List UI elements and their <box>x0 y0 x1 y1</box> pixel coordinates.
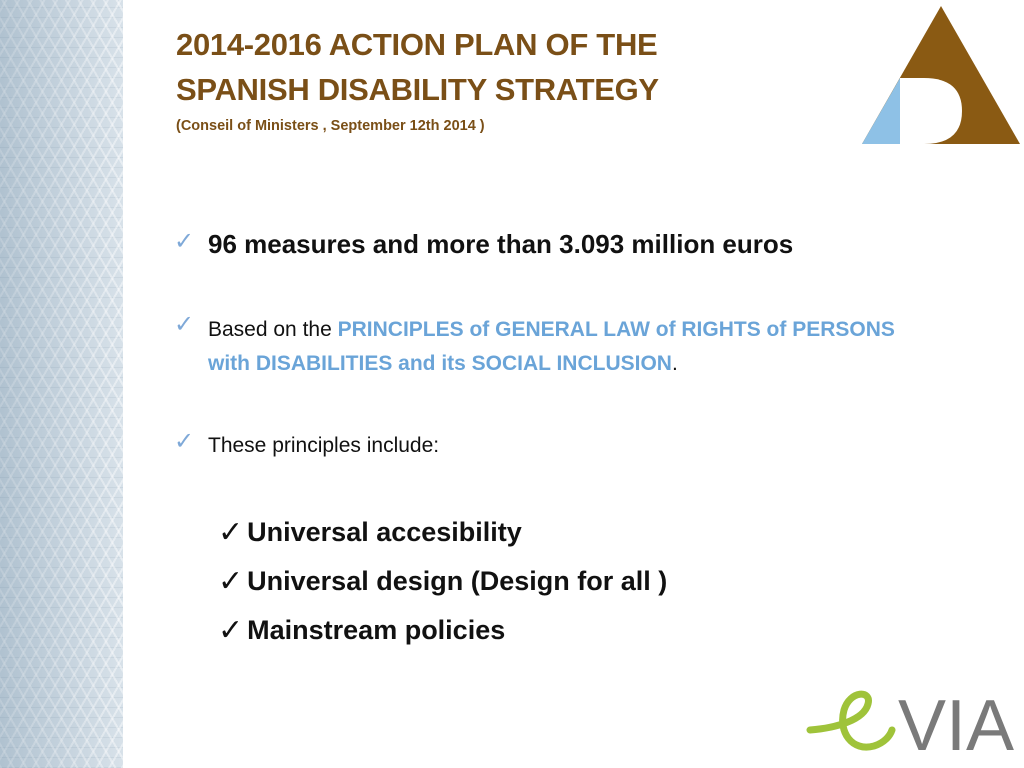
law-highlight-line-1: PRINCIPLES of GENERAL LAW of RIGHTS of PERSONS <box>337 318 895 341</box>
bullet-principles-prefix: Based on the <box>208 318 338 341</box>
slide-title <box>176 22 659 112</box>
title-line-1: 2014-2016 ACTION PLAN OF THE <box>176 27 658 62</box>
evia-logo <box>806 680 1018 760</box>
list-item <box>218 606 667 655</box>
check-icon: ✓ <box>174 228 195 255</box>
evia-logo-text: VIA <box>898 686 1015 760</box>
principles-list <box>218 508 667 655</box>
check-icon: ✓ <box>174 311 195 338</box>
decorative-side-band <box>0 0 123 768</box>
principle-label: Universal design (Design for all ) <box>247 566 668 596</box>
bullet-principles-suffix: . <box>671 352 678 375</box>
bullet-principles-include: These principles include: <box>208 434 440 457</box>
evia-e-swoosh <box>810 694 892 747</box>
law-highlight-line-2: with DISABILITIES and its SOCIAL INCLUSION <box>208 352 672 375</box>
check-icon: ✓ <box>218 565 244 598</box>
title-line-2: SPANISH DISABILITY STRATEGY <box>176 72 659 107</box>
check-icon: ✓ <box>218 516 244 549</box>
slide-subtitle: (Conseil of Ministers , September 12th 2014 ) <box>176 118 485 134</box>
bullet-principles-law <box>208 313 1008 381</box>
check-icon: ✓ <box>174 428 195 455</box>
list-item <box>218 557 667 606</box>
principle-label: Mainstream policies <box>247 615 506 645</box>
check-icon: ✓ <box>218 614 244 647</box>
bullet-measures: 96 measures and more than 3.093 million euros <box>208 229 794 259</box>
principle-label: Universal accesibility <box>247 517 522 547</box>
list-item <box>218 508 667 557</box>
triangle-logo-icon <box>862 6 1020 144</box>
